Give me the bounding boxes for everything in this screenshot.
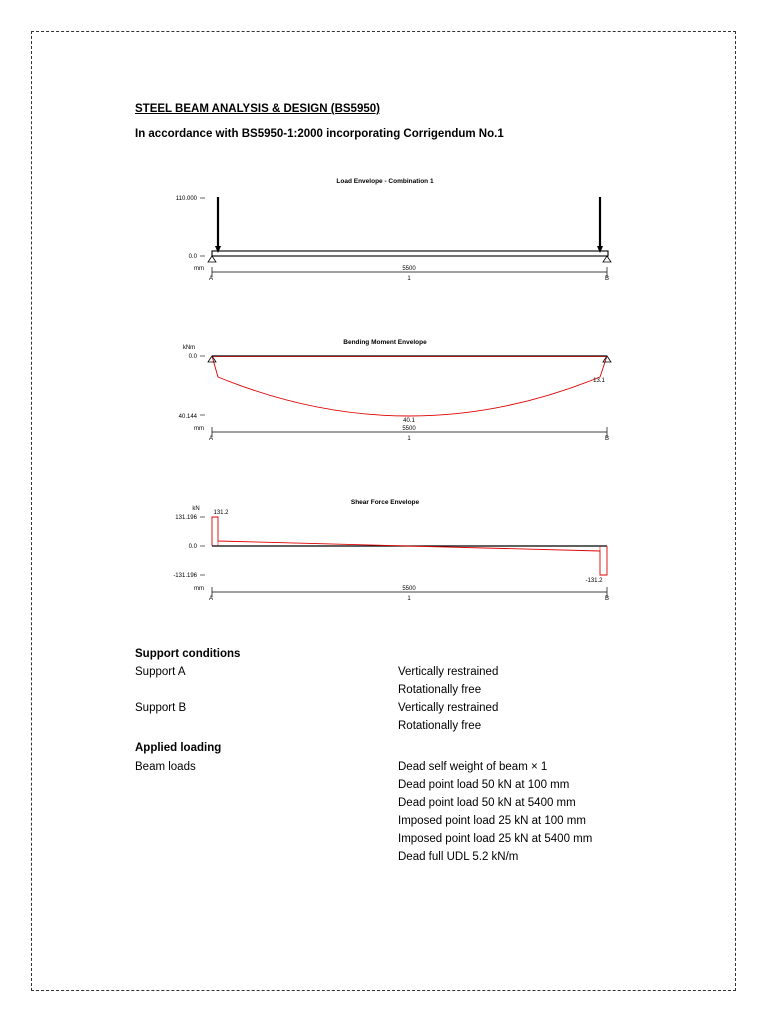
load-item: Dead point load 50 kN at 100 mm <box>398 779 570 791</box>
point-load-left-arrow <box>215 246 221 253</box>
load-span-length: 5500 <box>402 266 416 272</box>
load-unit-mm: mm <box>194 266 204 272</box>
moment-y-min-label: 40.144 <box>178 414 197 420</box>
load-item: Imposed point load 25 kN at 100 mm <box>398 815 586 827</box>
shear-force-diagram <box>173 499 609 602</box>
moment-span-id: 1 <box>407 436 411 442</box>
applied-loading-heading: Applied loading <box>135 742 222 754</box>
shear-left-label: 131.2 <box>213 510 229 516</box>
point-load-right-arrow <box>597 246 603 253</box>
shear-unit-label: kN <box>192 506 200 512</box>
page-subtitle: In accordance with BS5950-1:2000 incorporating Corrigendum No.1 <box>135 128 504 140</box>
support-a-rotational: Rotationally free <box>398 684 482 696</box>
shear-diagram-title: Shear Force Envelope <box>350 499 420 506</box>
load-support-b-label: B <box>604 276 610 282</box>
load-envelope-diagram <box>176 178 611 282</box>
shear-support-a-label: A <box>208 596 214 602</box>
page-title: STEEL BEAM ANALYSIS & DESIGN (BS5950) <box>135 103 380 115</box>
shear-y-zero-label: 0.0 <box>188 544 197 550</box>
shear-span-id: 1 <box>407 596 411 602</box>
moment-diagram-title: Bending Moment Envelope <box>343 339 427 346</box>
shear-span-length: 5500 <box>402 586 416 592</box>
load-diagram-title: Load Envelope - Combination 1 <box>336 178 434 185</box>
support-b-label: Support B <box>135 702 187 714</box>
load-support-a-label: A <box>208 276 214 282</box>
load-item: Dead point load 50 kN at 5400 mm <box>398 797 576 809</box>
support-b-symbol <box>603 256 611 262</box>
moment-support-b-label: B <box>604 436 610 442</box>
support-a-label: Support A <box>135 666 186 678</box>
moment-unit-mm: mm <box>194 426 204 432</box>
support-b-vertical: Vertically restrained <box>398 702 499 714</box>
shear-right-label: -131.2 <box>585 578 603 584</box>
moment-end-label: 13.1 <box>593 378 605 384</box>
shear-y-top-label: 131.196 <box>175 515 197 521</box>
moment-span-length: 5500 <box>402 426 416 432</box>
load-item: Dead self weight of beam × 1 <box>398 761 548 773</box>
load-y-top-label: 110.000 <box>175 196 197 202</box>
load-span-id: 1 <box>407 276 411 282</box>
support-a-symbol <box>208 256 216 262</box>
moment-y-zero-label: 0.0 <box>188 354 197 360</box>
bending-moment-diagram <box>179 339 611 442</box>
load-y-zero-label: 0.0 <box>188 254 197 260</box>
shear-unit-mm: mm <box>194 586 204 592</box>
load-item: Imposed point load 25 kN at 5400 mm <box>398 833 593 845</box>
support-b-rotational: Rotationally free <box>398 720 482 732</box>
support-conditions-heading: Support conditions <box>135 648 241 660</box>
shear-y-bottom-label: -131.196 <box>173 573 197 579</box>
load-item: Dead full UDL 5.2 kN/m <box>398 851 519 863</box>
udl-band <box>212 251 608 256</box>
support-a-vertical: Vertically restrained <box>398 666 499 678</box>
moment-support-a-label: A <box>208 436 214 442</box>
beam-loads-label: Beam loads <box>135 761 196 773</box>
moment-envelope-curve <box>212 356 607 416</box>
moment-unit-label: kNm <box>182 345 196 351</box>
moment-mid-label: 40.1 <box>403 418 415 424</box>
shear-support-b-label: B <box>604 596 610 602</box>
